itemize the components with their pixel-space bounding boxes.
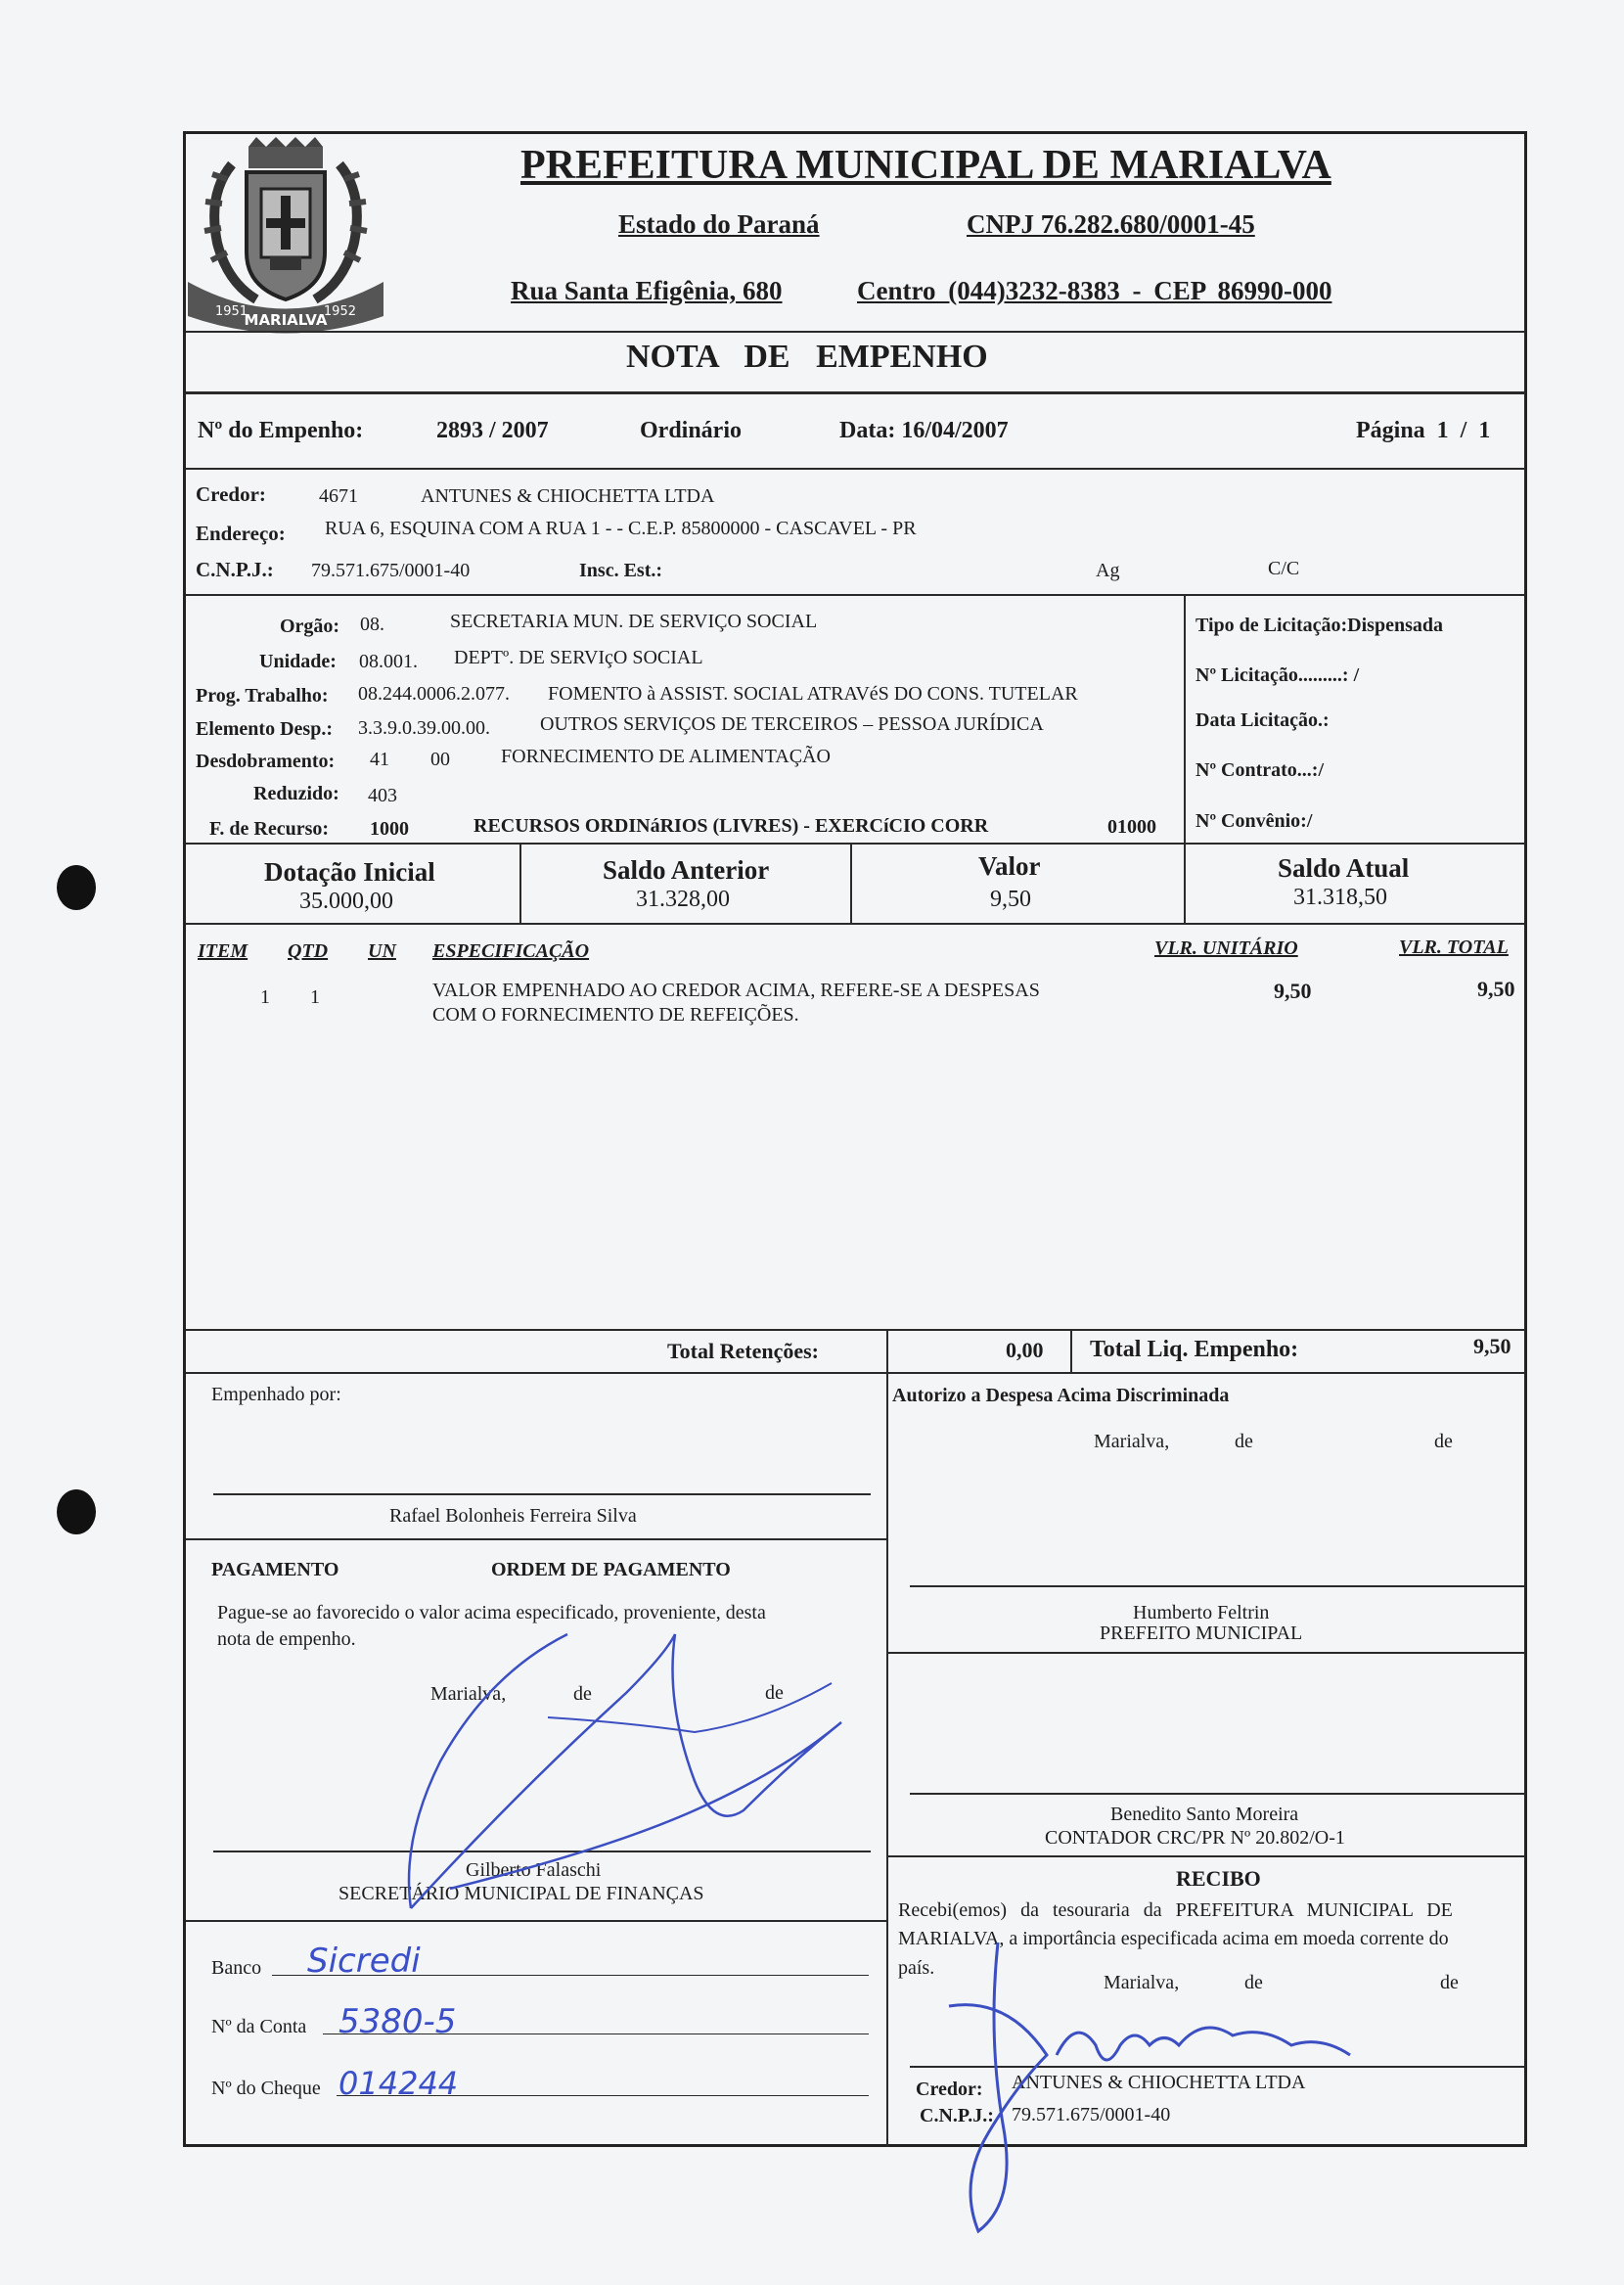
pagamento-city: Marialva,	[430, 1683, 507, 1705]
recibo-credor-name: ANTUNES & CHIOCHETTA LTDA	[1012, 2072, 1306, 2093]
total-retencoes-label: Total Retenções:	[667, 1339, 819, 1363]
recibo-city: Marialva,	[1104, 1972, 1180, 1993]
elemento-desp-name: OUTROS SERVIÇOS DE TERCEIROS – PESSOA JURÍDICA	[540, 713, 1044, 735]
pagamento-text-line1: Pague-se ao favorecido o valor acima especificado, proveniente, desta	[217, 1602, 766, 1623]
desdobramento-sub: 00	[430, 749, 450, 770]
secretario-signature	[372, 1615, 880, 1938]
reduzido-code: 403	[368, 785, 397, 806]
credor-label: Credor:	[196, 482, 266, 506]
recibo-de-1: de	[1244, 1972, 1263, 1993]
valor-label: Valor	[978, 851, 1041, 881]
empenho-number: 2893 / 2007	[436, 418, 549, 443]
reduzido-label: Reduzido:	[253, 783, 339, 804]
unidade-name: DEPTº. DE SERVIçO SOCIAL	[454, 647, 703, 668]
elemento-desp-label: Elemento Desp.:	[196, 718, 333, 740]
ordem-pagamento-label: ORDEM DE PAGAMENTO	[491, 1559, 731, 1580]
prog-trabalho-label: Prog. Trabalho:	[196, 685, 329, 707]
valor-value: 9,50	[990, 887, 1031, 912]
credor-cnpj-label: C.N.P.J.:	[196, 558, 274, 581]
secretario-name: Gilberto Falaschi	[466, 1859, 602, 1881]
orgao-code: 08.	[360, 614, 384, 635]
fonte-recurso-number: 01000	[1107, 816, 1156, 838]
banco-label: Banco	[211, 1957, 262, 1979]
credor-code: 4671	[319, 485, 358, 507]
conta-label: Nº da Conta	[211, 2016, 307, 2037]
credor-address-label: Endereço:	[196, 522, 286, 545]
unidade-code: 08.001.	[359, 651, 418, 672]
orgao-name: SECRETARIA MUN. DE SERVIÇO SOCIAL	[450, 611, 818, 632]
item-number: 1	[260, 986, 270, 1008]
address-details: Centro (044)3232-8383 - CEP 86990-000	[857, 276, 1332, 305]
conta-value: 5380-5	[338, 2002, 457, 2041]
autorizo-city: Marialva,	[1094, 1431, 1170, 1452]
col-header-item: ITEM	[198, 940, 248, 962]
municipality-cnpj: CNPJ 76.282.680/0001-45	[967, 209, 1255, 239]
autorizo-de-2: de	[1434, 1431, 1453, 1452]
col-header-spec: ESPECIFICAÇÃO	[432, 940, 590, 962]
saldo-anterior-label: Saldo Anterior	[603, 855, 770, 885]
recibo-text-line1: Recebi(emos) da tesouraria da PREFEITURA MUNICIPAL DE	[898, 1899, 1453, 1921]
numero-licitacao: Nº Licitação.........: /	[1195, 664, 1360, 686]
item-total-value: 9,50	[1477, 977, 1515, 1001]
col-header-unit-value: VLR. UNITÁRIO	[1154, 937, 1298, 959]
desdobramento-name: FORNECIMENTO DE ALIMENTAÇÃO	[501, 746, 831, 767]
col-header-total-value: VLR. TOTAL	[1399, 937, 1509, 958]
autorizo-label: Autorizo a Despesa Acima Discriminada	[892, 1385, 1230, 1406]
contador-title: CONTADOR CRC/PR Nº 20.802/O-1	[1045, 1827, 1345, 1849]
street-address: Rua Santa Efigênia, 680	[511, 276, 783, 305]
punch-hole-bottom	[57, 1489, 96, 1534]
col-header-un: UN	[368, 940, 396, 962]
item-qty: 1	[310, 986, 320, 1008]
tipo-licitacao: Tipo de Licitação:Dispensada	[1195, 615, 1443, 636]
total-liq-empenho-value: 9,50	[1473, 1334, 1511, 1358]
saldo-atual-label: Saldo Atual	[1278, 853, 1410, 883]
agency-label: Ag	[1096, 560, 1120, 581]
data-licitacao: Data Licitação.:	[1195, 709, 1330, 731]
banco-value: Sicredi	[307, 1942, 421, 1981]
numero-convenio: Nº Convênio:/	[1195, 810, 1313, 832]
recibo-de-2: de	[1440, 1972, 1459, 1993]
page-number: Página 1 / 1	[1356, 418, 1491, 443]
total-retencoes-value: 0,00	[1006, 1338, 1044, 1362]
item-spec-line2: COM O FORNECIMENTO DE REFEIÇÕES.	[432, 1004, 799, 1026]
credor-cnpj: 79.571.675/0001-40	[311, 560, 471, 581]
punch-hole-top	[57, 865, 96, 910]
insc-est-label: Insc. Est.:	[579, 560, 663, 581]
account-label: C/C	[1268, 558, 1300, 579]
autorizo-de-1: de	[1235, 1431, 1253, 1452]
cheque-value: 014244	[338, 2065, 459, 2102]
total-liq-empenho-label: Total Liq. Empenho:	[1090, 1337, 1299, 1362]
recibo-text-line2: MARIALVA, a importância especificada acima em moeda corrente do	[898, 1928, 1449, 1949]
item-unit-value: 9,50	[1274, 979, 1312, 1003]
crest-banner-year-left: 1951	[215, 304, 248, 319]
numero-contrato: Nº Contrato...:/	[1195, 759, 1325, 781]
municipal-crest-logo	[188, 135, 383, 336]
prefeito-name: Humberto Feltrin	[1133, 1602, 1270, 1623]
pagamento-text-line2: nota de empenho.	[217, 1628, 356, 1650]
crest-banner-name: MARIALVA	[244, 311, 328, 329]
pagamento-de-2: de	[765, 1682, 784, 1704]
col-header-qtd: QTD	[288, 940, 329, 962]
recibo-cnpj-label: C.N.P.J.:	[920, 2105, 994, 2126]
recibo-signature	[910, 1938, 1379, 2241]
saldo-anterior-value: 31.328,00	[636, 887, 730, 912]
orgao-label: Orgão:	[280, 616, 340, 637]
recibo-credor-label: Credor:	[916, 2079, 983, 2100]
cheque-label: Nº do Cheque	[211, 2078, 321, 2099]
desdobramento-label: Desdobramento:	[196, 751, 336, 772]
recibo-text-line3: país.	[898, 1957, 935, 1979]
page-title: PREFEITURA MUNICIPAL DE MARIALVA	[520, 143, 1331, 188]
prog-trabalho-name: FOMENTO à ASSIST. SOCIAL ATRAVéS DO CONS. TUTELAR	[548, 683, 1078, 705]
empenhado-por-name: Rafael Bolonheis Ferreira Silva	[389, 1505, 637, 1527]
empenho-type: Ordinário	[640, 418, 743, 443]
empenhado-por-label: Empenhado por:	[211, 1384, 341, 1405]
state-name: Estado do Paraná	[618, 209, 820, 239]
unidade-label: Unidade:	[259, 651, 337, 672]
item-spec-line1: VALOR EMPENHADO AO CREDOR ACIMA, REFERE-SE A DESPESAS	[432, 980, 1040, 1001]
desdobramento-code: 41	[370, 749, 389, 770]
fonte-recurso-code: 1000	[370, 818, 409, 840]
secretario-title: SECRETÁRIO MUNICIPAL DE FINANÇAS	[338, 1883, 704, 1904]
prefeito-title: PREFEITO MUNICIPAL	[1100, 1622, 1303, 1644]
crest-banner-year-right: 1952	[323, 304, 356, 319]
fonte-recurso-label: F. de Recurso:	[209, 818, 330, 840]
contador-name: Benedito Santo Moreira	[1110, 1804, 1299, 1825]
document-title: NOTA DE EMPENHO	[626, 339, 988, 375]
dotacao-inicial-value: 35.000,00	[299, 889, 393, 914]
recibo-title: RECIBO	[1176, 1866, 1261, 1891]
credor-address: RUA 6, ESQUINA COM A RUA 1 - - C.E.P. 85800000 - CASCAVEL - PR	[325, 518, 917, 539]
pagamento-label: PAGAMENTO	[211, 1559, 339, 1580]
empenho-date: Data: 16/04/2007	[839, 418, 1009, 443]
saldo-atual-value: 31.318,50	[1293, 885, 1387, 910]
fonte-recurso-name: RECURSOS ORDINáRIOS (LIVRES) - EXERCíCIO CORR	[474, 815, 989, 837]
empenho-number-label: Nº do Empenho:	[198, 418, 364, 443]
prog-trabalho-code: 08.244.0006.2.077.	[358, 683, 510, 705]
pagamento-de-1: de	[573, 1683, 592, 1705]
elemento-desp-code: 3.3.9.0.39.00.00.	[358, 717, 490, 739]
credor-name: ANTUNES & CHIOCHETTA LTDA	[421, 485, 715, 507]
recibo-cnpj-value: 79.571.675/0001-40	[1012, 2104, 1171, 2125]
dotacao-inicial-label: Dotação Inicial	[264, 857, 435, 887]
